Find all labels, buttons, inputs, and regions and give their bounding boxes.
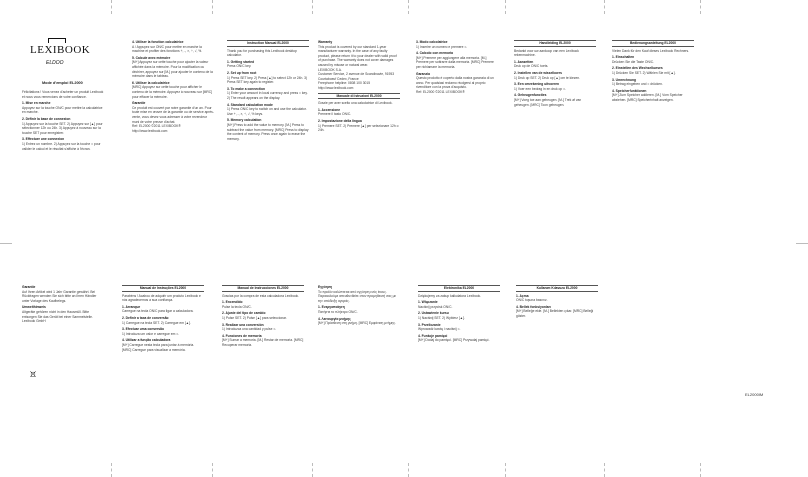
section-text: 1) Appuyez sur la touche SET. 2) Appuyez sur [▲] pour sélectionner 12h ou 24h. 3) Appuyez à nouveau sur la touche SET pour enregistrer. <box>22 121 103 135</box>
section-heading: 4. Geheugenfuncties <box>514 93 547 98</box>
section-title: Manual de Instrucciones EL2000 <box>222 285 304 292</box>
section-text: Pulse la tecla ON/C. <box>222 304 252 309</box>
panel-pl <box>418 283 500 343</box>
section-title: Manuale di istruzioni EL2000 <box>318 93 400 100</box>
section-heading: 2. Definir a taxa de conversão <box>122 315 169 320</box>
warranty-text: This product is covered by our standard 1-year manufacturer warranty. In the case of any faulty product, please return it to your dealer with valid proof of purchase. The warranty does not cover damages caused by misuse or natural wear. <box>318 44 397 67</box>
section-heading: 3. To make a connection <box>227 86 266 91</box>
warranty-text: Questo prodotto è coperto dalla nostra garanzia di un anno. Per qualsiasi reclamo rivolgersi al proprio rivenditore con la prova d'acquisto. <box>416 76 494 90</box>
section-heading: Umwelthinweis <box>22 305 46 310</box>
section-text: ON/C tuşuna basınız. <box>516 298 548 303</box>
section-heading: 3. Modo calcolatrice <box>416 40 448 44</box>
logo-crown-icon <box>48 38 66 43</box>
fold-mark <box>111 0 112 14</box>
section-heading: 1. Açma <box>516 293 529 298</box>
section-text: [MRC] Appuyez sur cette touche pour afficher le contenu de la mémoire. Appuyez à nouveau sur [MRC] pour effacer la mémoire. <box>132 85 213 99</box>
reference-text: Ref: EL2000 ©2011 LEXIBOOK® <box>416 89 465 94</box>
section-text: [M+] Carregue nesta tecla para juntar à memória. [MRC] Carregue para visualizar a memória. <box>122 342 195 352</box>
section-heading: 3. Realizar una conversión <box>222 322 264 327</box>
section-heading: 1. Aanzetten <box>514 59 534 64</box>
section-title: Bedienungsanleitung EL2000 <box>612 40 694 47</box>
section-heading: 4. Speicherfunktionen <box>612 88 647 93</box>
intro-text: Vielen Dank für den Kauf dieses Lexibook Rechners. <box>612 48 690 53</box>
section-text: 1) Pulse SET. 2) Pulse [▲] para seleccionar. <box>222 315 287 320</box>
sub-brand: ELDOO <box>46 60 64 66</box>
panel-bottom-de <box>22 283 104 324</box>
section-text: 1) Drücken Sie SET. 2) Wählen Sie mit [▲]. <box>612 70 676 75</box>
section-heading: 5. Calcule avec mémoire <box>132 55 171 60</box>
section-text: Premere il tasto ON/C. <box>318 112 352 117</box>
warranty-text: Το προϊόν καλύπτεται από εγγύηση ενός έτους. Παρακαλούμε απευθυνθείτε στον προμηθευτή σας με την απόδειξη αγοράς. <box>318 289 396 303</box>
fold-mark <box>505 0 506 14</box>
section-heading: 3. Przeliczanie <box>418 322 441 327</box>
section-heading: Garantie <box>132 101 146 106</box>
section-text: 1) Press ON/C key to switch on and use the calculator. Use +, -, ×, ÷, √, % keys. <box>227 107 307 116</box>
fold-mark <box>408 463 409 477</box>
panel-it <box>416 38 498 95</box>
panel-nl <box>514 38 596 107</box>
intro-text: Bedankt voor uw aankoop van een Lexibook rekenmachine. <box>514 48 579 58</box>
company-address: Customer Service, 2 avenue de Scandinavie, 91953 Courtaboeuf Cedex, France <box>318 72 395 81</box>
fold-mark <box>212 0 213 14</box>
section-text: 1) Press SET key. 2) Press [▲] to select 12h or 24h. 3) Press SET key again to register. <box>227 75 308 85</box>
section-title: Manual de Instruções EL2000 <box>122 285 204 292</box>
section-heading: 1. Accensione <box>318 107 341 112</box>
section-text: [M+] Appuyez sur cette touche pour ajouter la valeur affichée dans la mémoire. Pour la modification ou déchirer, appuyez sur [M-] pour ajouter le contenu de la mémoire dans le tableau. <box>132 60 213 79</box>
intro-text: Parabéns ! Acabou de adquirir um produto Lexibook e nós agradecemos a sua confiança. <box>122 293 201 303</box>
fold-mark <box>111 463 112 477</box>
section-heading: Garanzia <box>416 71 430 76</box>
section-heading: 4. Λειτουργία μνήμης <box>318 316 351 321</box>
section-text: Press ON/C key. <box>227 64 252 69</box>
section-text: 1) Introduzca una cantidad y pulse =. <box>222 327 277 332</box>
panel-fr-continued <box>132 38 214 133</box>
fold-mark <box>796 243 808 244</box>
cover-title: Mode d'emploi EL2000 <box>42 81 83 85</box>
fold-mark <box>312 463 313 477</box>
section-text: Appuyez sur la touche ON/C pour mettre la calculatrice en marche. <box>22 105 103 115</box>
section-text: 1) Introduza um valor e carregue em =. <box>122 331 180 336</box>
panel-es <box>222 283 304 348</box>
intro-text: Grazie per aver scelto una calcolatrice di Lexibook. <box>318 101 393 106</box>
section-heading: 2. Einstellen des Wechselkurses <box>612 66 663 71</box>
section-text: 1) Premere SET. 2) Premere [▲] per selezionare 12h o 24h. <box>318 123 399 133</box>
company-name: Lexibook GmbH <box>22 319 46 324</box>
fold-mark <box>0 243 12 244</box>
recycle-bin-icon <box>30 371 36 377</box>
panel-en <box>227 38 309 141</box>
section-text: [M+] Sumar a memoria. [M-] Restar de memoria. [MRC] Recuperar memoria. <box>222 338 304 347</box>
section-heading: 1. Mise en marche <box>22 101 51 106</box>
section-text: 1) Voer een bedrag in en druk op =. <box>514 86 566 91</box>
section-text: 1) Naciśnij SET. 2) Wybierz [▲]. <box>418 315 465 320</box>
section-text: 1) Druk op SET. 2) Druk op [▲] om te kiezen. <box>514 75 581 80</box>
fold-mark <box>700 0 701 14</box>
section-text: Wprowadź kwotę i naciśnij =. <box>418 327 461 332</box>
panel-gr <box>318 283 400 326</box>
section-heading: 2. Instellen van de wisselkoers <box>514 70 563 75</box>
fold-mark <box>700 463 701 477</box>
section-heading: 2. Définir la base de connexion <box>22 116 71 121</box>
section-heading: 4. Utiliser la fonction calculatrice <box>132 40 184 44</box>
section-title: Instruction Manual EL2000 <box>227 40 309 47</box>
panel-de <box>612 38 694 103</box>
section-heading: 3. Efectuar uma conversão <box>122 327 164 332</box>
website-text: http://www.lexibook.com <box>318 85 354 90</box>
section-text: Naciśnij przycisk ON/C. <box>418 304 453 309</box>
panel-fr-cover <box>22 90 104 151</box>
intro-text: Thank you for purchasing this Lexibook desktop calculator. <box>227 48 297 58</box>
intro-text: Gracias por la compra de esta calculadora Lexibook. <box>222 293 299 298</box>
section-heading: 6. Utiliser la calculatrice <box>132 80 170 85</box>
section-heading: 4. Funkcje pamięci <box>418 333 448 338</box>
section-text: Altgeräte gehören nicht in den Hausmüll. Bitte entsorgen Sie das Gerät bei einer Sammelstelle. <box>22 309 93 319</box>
intro-text: Dziękujemy za zakup kalkulatora Lexibook. <box>418 293 482 298</box>
section-heading: 1. Getting started <box>227 59 255 64</box>
section-heading: 2. Impostazione della lingua <box>318 118 362 123</box>
section-text: [M+] Dodaj do pamięci. [MRC] Przywołaj pamięć. <box>418 338 490 343</box>
fold-mark <box>505 463 506 477</box>
section-heading: 3. Effectuer une connexion <box>22 137 65 142</box>
section-heading: 4. Bellek fonksiyonları <box>516 304 551 309</box>
warranty-text: Ce produit est couvert par notre garantie d'un an. Pour toute mise en œuvre de la garantie ou de service après-vente, vous devez vous adresser à votre revendeur muni de votre preuve d'achat. <box>132 105 214 124</box>
section-heading: 4. Utilizar a função calculadora <box>122 338 171 343</box>
section-heading: Εγγύηση <box>318 285 333 289</box>
section-text: [M+] Belleğe ekle. [M-] Bellekten çıkar. [MRC] Belleği göster. <box>516 309 594 318</box>
section-title: Kullanım Kılavuzu EL2000 <box>516 285 598 292</box>
section-heading: 1. Encendido <box>222 300 243 305</box>
section-heading: 2. Ustawienie kursu <box>418 311 449 316</box>
section-text: 1) Entrez un nombre. 2) Appuyez sur la touche = pour valider le calcul et le résultat s'affiche à l'écran. <box>22 141 101 151</box>
section-title: Elektronika EL2000 <box>418 285 500 292</box>
section-text: 1) Inserire un numero e premere =. <box>416 44 468 49</box>
section-text: Carregue na tecla ON/C para ligar a calculadora. <box>122 309 194 314</box>
section-text: 1) Enter your amount in local currency and press = key. 2) The result appears on the display. <box>227 91 308 100</box>
fold-mark <box>604 463 605 477</box>
section-text: [M+] Voeg toe aan geheugen. [M-] Trek af van geheugen. [MRC] Toon geheugen. <box>514 97 582 107</box>
section-heading: 1. Ενεργοποίηση <box>318 305 345 310</box>
section-title: Handleiding EL2000 <box>514 40 596 47</box>
section-heading: 4. Calcolo con memoria <box>416 51 454 56</box>
section-text: [M+] Press to add the value to memory. [M-] Press to subtract the value from memory. [MRC] Press to display the content of memory. Press once again to erase the memory. <box>227 122 309 141</box>
section-heading: Warranty <box>318 40 333 44</box>
section-text: [M+] Πρόσθεση στη μνήμη. [MRC] Εμφάνιση μνήμης. <box>318 321 396 326</box>
section-heading: 3. Umrechnung <box>612 77 636 82</box>
company-phone: Freephone helpline: 0808 100 3015 <box>318 81 371 86</box>
product-code: EL2000IM <box>745 392 764 397</box>
section-heading: 4. Funciones de memoria <box>222 333 262 338</box>
section-heading: 5. Memory calculation <box>227 118 262 123</box>
warranty-text: Auf Ihren Artikel wird 1 Jahr Garantie gewährt. Bei Rückfragen wenden Sie sich bitte an Ihren Händler unter Vorlage des Kaufbelegs. <box>22 289 97 303</box>
reference-text: Ref: EL2000 ©2011 LEXIBOOK® <box>132 124 181 129</box>
fold-mark <box>604 0 605 14</box>
section-heading: 1. Włączanie <box>418 300 438 305</box>
section-heading: 3. Een omrekening uitvoeren <box>514 82 560 87</box>
section-heading: Garantie <box>22 285 36 289</box>
section-text: Druk op de ON/C toets. <box>514 64 549 69</box>
section-text: [M+] Premere per aggiungere alla memoria. [M-] Premere per sottrarre dalla memoria. [MRC] Premere per richiamare la memoria. <box>416 55 494 69</box>
section-text: 1) Betrag eingeben und = drücken. <box>612 82 663 87</box>
section-heading: 1. Arranque <box>122 304 141 309</box>
section-text: [M+] Zum Speicher addieren. [M-] Vom Speicher abziehen. [MRC] Speicherinhalt anzeigen. <box>612 93 683 102</box>
panel-tr <box>516 283 598 319</box>
website-text: http://www.lexibook.com <box>132 128 168 133</box>
section-text: A / Appuyez sur ON/C pour mettre en marche la machine et profiter des fonctions +, -, ×, ÷, √, %. <box>132 44 203 54</box>
panel-pt <box>122 283 204 352</box>
section-heading: 2. Ajuste del tipo de cambio <box>222 311 266 316</box>
section-text: Πατήστε το πλήκτρο ON/C. <box>318 309 358 314</box>
section-heading: 4. Standard calculation mode <box>227 102 273 107</box>
panel-warranty <box>318 38 400 133</box>
brand-logo: LEXIBOOK <box>30 44 91 56</box>
section-heading: 2. Set up from root <box>227 70 257 75</box>
fold-mark <box>212 463 213 477</box>
fold-mark <box>312 0 313 14</box>
company-name: LEXIBOOK S.A. <box>318 67 342 72</box>
section-text: Drücken Sie die Taste ON/C. <box>612 59 655 64</box>
section-heading: 1. Einschalten <box>612 55 635 60</box>
section-text: 1) Carregue na tecla SET. 2) Carregue em [▲]. <box>122 320 191 325</box>
intro-text: Félicitations ! Vous venez d'acheter un produit Lexibook et nous vous remercions de votre confiance. <box>22 90 104 99</box>
fold-mark <box>408 0 409 14</box>
